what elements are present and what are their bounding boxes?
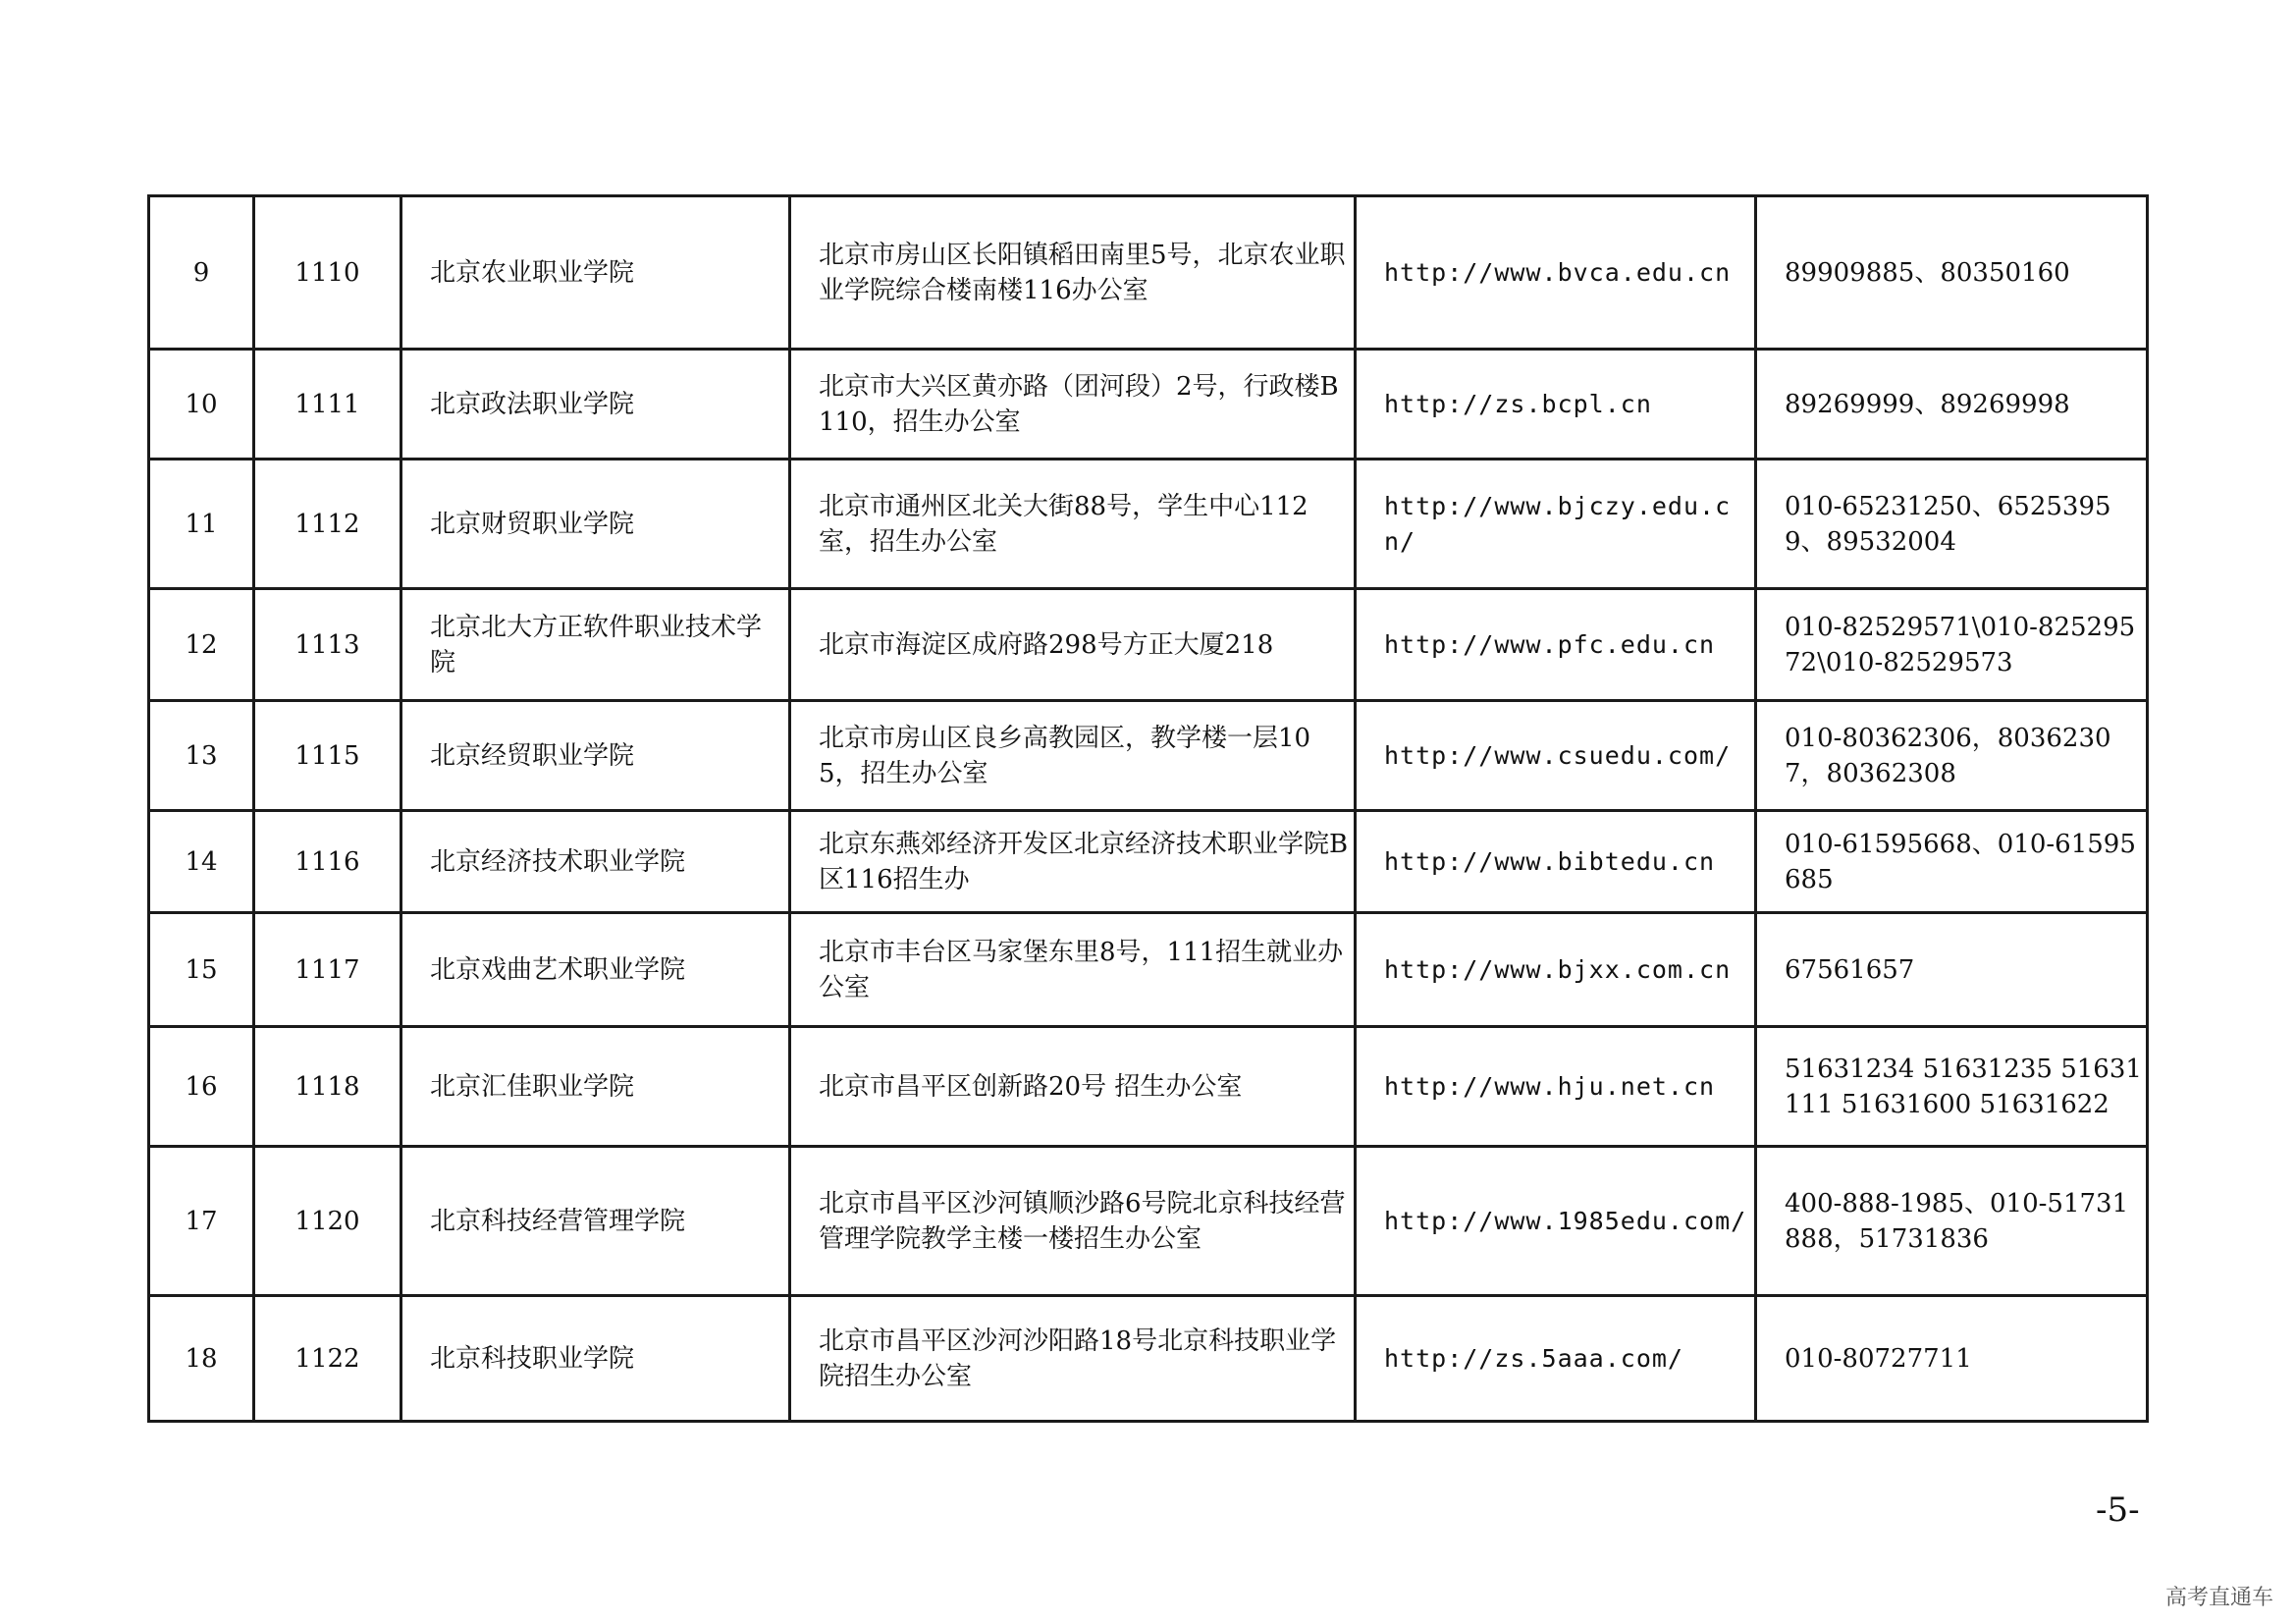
school-address: 北京市丰台区马家堡东里8号，111招生就业办公室 <box>790 913 1356 1027</box>
row-number: 10 <box>149 350 254 460</box>
school-code: 1120 <box>254 1147 401 1296</box>
table-row <box>149 460 2148 589</box>
school-address: 北京市房山区长阳镇稻田南里5号，北京农业职业学院综合楼南楼116办公室 <box>790 196 1356 350</box>
table-row <box>149 1027 2148 1147</box>
page-number: -5- <box>2096 1490 2140 1530</box>
table-row <box>149 1296 2148 1422</box>
school-name: 北京经贸职业学院 <box>401 701 790 811</box>
school-website: http://www.bjczy.edu.cn/ <box>1356 460 1756 589</box>
school-website: http://www.bjxx.com.cn <box>1356 913 1756 1027</box>
school-website: http://www.hju.net.cn <box>1356 1027 1756 1147</box>
school-phone: 010-61595668、010-61595685 <box>1756 811 2148 913</box>
table-row <box>149 1147 2148 1296</box>
school-name: 北京科技职业学院 <box>401 1296 790 1422</box>
school-address: 北京市昌平区沙河沙阳路18号北京科技职业学院招生办公室 <box>790 1296 1356 1422</box>
row-number: 16 <box>149 1027 254 1147</box>
school-address: 北京东燕郊经济开发区北京经济技术职业学院B区116招生办 <box>790 811 1356 913</box>
row-number: 12 <box>149 589 254 701</box>
school-name: 北京汇佳职业学院 <box>401 1027 790 1147</box>
table-row <box>149 589 2148 701</box>
school-name: 北京戏曲艺术职业学院 <box>401 913 790 1027</box>
school-phone: 89909885、80350160 <box>1756 196 2148 350</box>
table-row <box>149 350 2148 460</box>
school-website: http://zs.bcpl.cn <box>1356 350 1756 460</box>
school-phone: 89269999、89269998 <box>1756 350 2148 460</box>
school-address: 北京市昌平区创新路20号 招生办公室 <box>790 1027 1356 1147</box>
row-number: 13 <box>149 701 254 811</box>
school-phone: 51631234 51631235 51631111 51631600 51631622 <box>1756 1027 2148 1147</box>
school-code: 1111 <box>254 350 401 460</box>
school-phone: 010-65231250、65253959、89532004 <box>1756 460 2148 589</box>
school-name: 北京农业职业学院 <box>401 196 790 350</box>
school-code: 1118 <box>254 1027 401 1147</box>
school-website: http://www.csuedu.com/ <box>1356 701 1756 811</box>
school-phone: 010-80362306，80362307，80362308 <box>1756 701 2148 811</box>
school-address: 北京市大兴区黄亦路（团河段）2号，行政楼B110，招生办公室 <box>790 350 1356 460</box>
table-row <box>149 196 2148 350</box>
school-website: http://www.bibtedu.cn <box>1356 811 1756 913</box>
watermark-text: 高考直通车 <box>2165 1586 2274 1610</box>
school-address: 北京市房山区良乡高教园区，教学楼一层105，招生办公室 <box>790 701 1356 811</box>
schools-table-wrapper <box>147 194 2146 1423</box>
school-name: 北京经济技术职业学院 <box>401 811 790 913</box>
school-phone: 010-80727711 <box>1756 1296 2148 1422</box>
school-name: 北京财贸职业学院 <box>401 460 790 589</box>
school-code: 1110 <box>254 196 401 350</box>
school-code: 1122 <box>254 1296 401 1422</box>
school-name: 北京北大方正软件职业技术学院 <box>401 589 790 701</box>
row-number: 17 <box>149 1147 254 1296</box>
row-number: 14 <box>149 811 254 913</box>
table-row <box>149 811 2148 913</box>
row-number: 9 <box>149 196 254 350</box>
school-website: http://www.1985edu.com/ <box>1356 1147 1756 1296</box>
row-number: 18 <box>149 1296 254 1422</box>
school-name: 北京科技经营管理学院 <box>401 1147 790 1296</box>
school-phone: 010-82529571\010-82529572\010-82529573 <box>1756 589 2148 701</box>
school-code: 1117 <box>254 913 401 1027</box>
school-website: http://www.pfc.edu.cn <box>1356 589 1756 701</box>
school-code: 1113 <box>254 589 401 701</box>
school-website: http://www.bvca.edu.cn <box>1356 196 1756 350</box>
table-row <box>149 913 2148 1027</box>
school-address: 北京市海淀区成府路298号方正大厦218 <box>790 589 1356 701</box>
row-number: 11 <box>149 460 254 589</box>
school-website: http://zs.5aaa.com/ <box>1356 1296 1756 1422</box>
school-name: 北京政法职业学院 <box>401 350 790 460</box>
table-row <box>149 701 2148 811</box>
school-code: 1112 <box>254 460 401 589</box>
schools-table <box>147 194 2149 1423</box>
row-number: 15 <box>149 913 254 1027</box>
school-phone: 67561657 <box>1756 913 2148 1027</box>
school-code: 1115 <box>254 701 401 811</box>
school-code: 1116 <box>254 811 401 913</box>
school-phone: 400-888-1985、010-51731888，51731836 <box>1756 1147 2148 1296</box>
school-address: 北京市昌平区沙河镇顺沙路6号院北京科技经营管理学院教学主楼一楼招生办公室 <box>790 1147 1356 1296</box>
school-address: 北京市通州区北关大街88号，学生中心112室，招生办公室 <box>790 460 1356 589</box>
